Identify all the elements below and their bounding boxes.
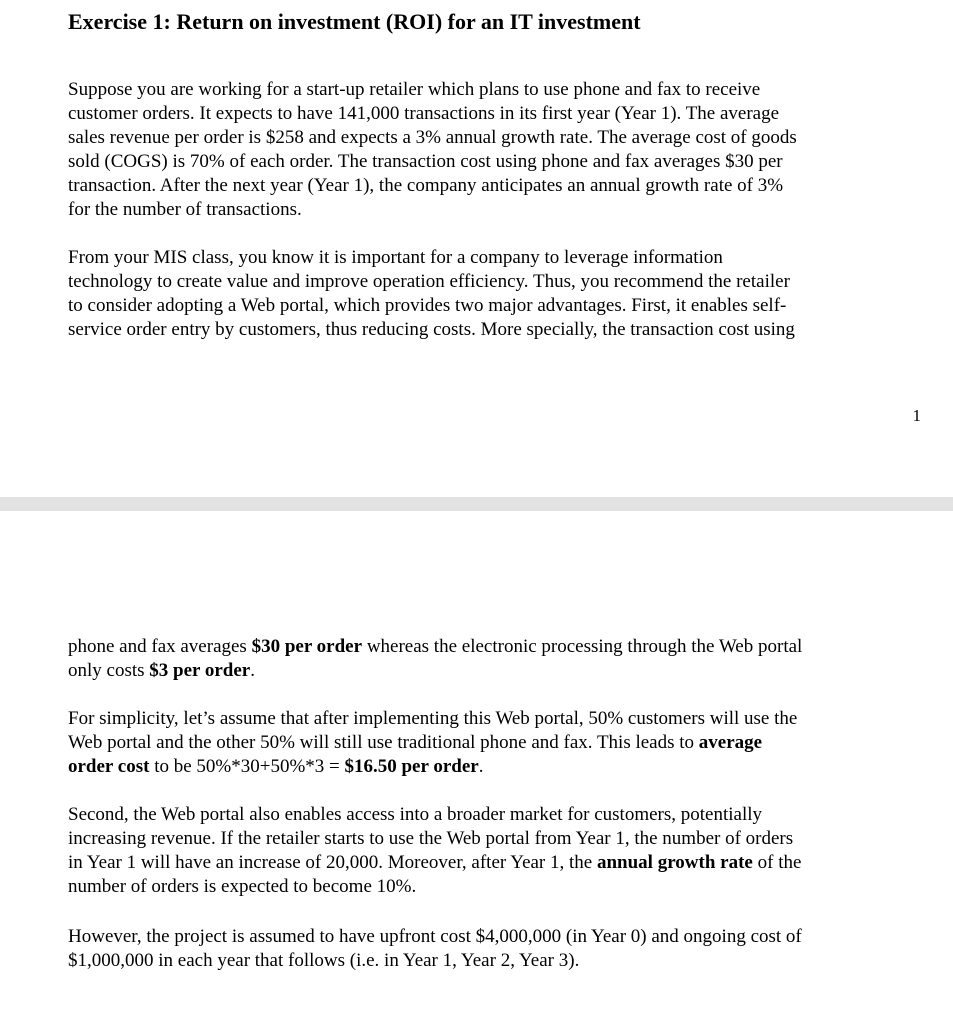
page-number: 1: [912, 406, 921, 425]
text-line: sales revenue per order is $258 and expects a 3% annual growth rate. The average cost of goods: [68, 127, 797, 148]
page-separator: [0, 497, 953, 511]
text-line: sold (COGS) is 70% of each order. The transaction cost using phone and fax averages $30 per: [68, 151, 783, 172]
text-line: service order entry by customers, thus reducing costs. More specially, the transaction cost using: [68, 319, 795, 340]
bold-phrase: $16.50 per order: [344, 756, 479, 777]
average-cost-paragraph: [68, 707, 888, 779]
text-line: number of orders is expected to become 10%.: [68, 876, 417, 897]
exercise-title: Exercise 1: Return on investment (ROI) for an IT investment: [68, 9, 641, 34]
bold-phrase: annual growth rate: [596, 852, 753, 873]
text-line: customer orders. It expects to have 141,000 transactions in its first year (Year 1). The average: [68, 103, 780, 124]
text-line: for the number of transactions.: [68, 199, 302, 220]
transaction-cost-paragraph: [68, 635, 888, 683]
text-line: transaction. After the next year (Year 1), the company anticipates an annual growth rate of 3%: [68, 175, 784, 196]
text-line: to consider adopting a Web portal, which provides two major advantages. First, it enables self-: [68, 295, 787, 316]
scenario-paragraph: [68, 78, 888, 222]
bold-phrase: $3 per order: [149, 660, 251, 681]
text-line: phone and fax averages $30 per order whereas the electronic processing through the Web portal: [68, 636, 803, 657]
document-page-1: [0, 0, 953, 497]
document-page-2: [0, 511, 953, 1024]
bold-phrase: $30 per order: [251, 636, 363, 657]
text-line: in Year 1 will have an increase of 20,000. Moreover, after Year 1, the annual growth rate of the: [68, 852, 802, 873]
text-line: Suppose you are working for a start-up retailer which plans to use phone and fax to receive: [68, 79, 761, 100]
text-line: increasing revenue. If the retailer starts to use the Web portal from Year 1, the number of orders: [68, 828, 794, 849]
text-line: order cost to be 50%*30+50%*3 = $16.50 per order.: [68, 756, 484, 777]
text-line: Second, the Web portal also enables access into a broader market for customers, potentially: [68, 804, 763, 825]
text-line: $1,000,000 in each year that follows (i.e. in Year 1, Year 2, Year 3).: [68, 950, 580, 971]
text-line: For simplicity, let’s assume that after implementing this Web portal, 50% customers will use the: [68, 708, 798, 729]
text-line: However, the project is assumed to have upfront cost $4,000,000 (in Year 0) and ongoing cost of: [68, 926, 802, 947]
bold-phrase: average: [698, 732, 763, 753]
text-line: technology to create value and improve operation efficiency. Thus, you recommend the retailer: [68, 271, 790, 292]
market-growth-paragraph: [68, 803, 888, 899]
text-line: From your MIS class, you know it is important for a company to leverage information: [68, 247, 723, 268]
text-line: Web portal and the other 50% will still use traditional phone and fax. This leads to average: [68, 732, 763, 753]
recommendation-paragraph: [68, 246, 888, 342]
project-cost-paragraph: [68, 925, 888, 973]
bold-phrase: order cost: [68, 756, 150, 777]
text-line: only costs $3 per order.: [68, 660, 255, 681]
